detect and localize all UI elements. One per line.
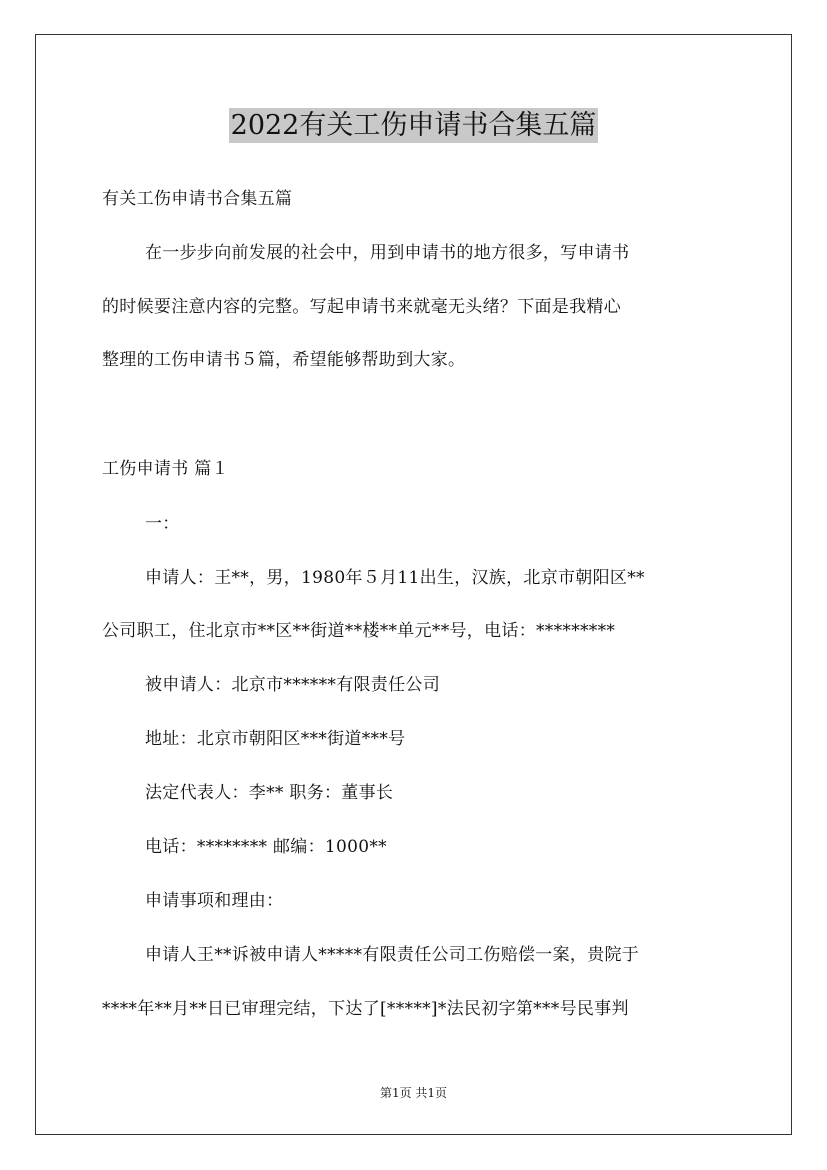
document-title: 2022有关工伤申请书合集五篇: [230, 110, 597, 141]
respondent-line: 被申请人：北京市******有限责任公司: [145, 675, 440, 695]
part-label: 一：: [145, 514, 180, 534]
legal-rep-line: 法定代表人：李** 职务：董事长: [145, 783, 394, 803]
contact-line: 电话：******** 邮编：1000**: [145, 837, 387, 857]
body-line-2: ****年**月**日已审理完结，下达了[*****]*法民初字第***号民事判: [102, 999, 629, 1019]
body-line-1: 申请人王**诉被申请人*****有限责任公司工伤赔偿一案，贵院于: [145, 945, 640, 965]
intro-line-1: 在一步步向前发展的社会中，用到申请书的地方很多，写申请书: [145, 243, 630, 263]
applicant-line-1: 申请人：王**，男，1980年５月11出生，汉族，北京市朝阳区**: [145, 568, 645, 588]
applicant-line-2: 公司职工，住北京市**区**街道**楼**单元**号，电话：*********: [102, 621, 616, 641]
document-title-block: [0, 103, 827, 142]
page-footer: 第1页 共1页: [379, 1086, 448, 1100]
intro-line-2: 的时候要注意内容的完整。写起申请书来就毫无头绪？下面是我精心: [102, 297, 621, 317]
matters-heading: 申请事项和理由：: [145, 891, 284, 911]
address-line: 地址：北京市朝阳区***街道***号: [145, 729, 406, 749]
intro-line-3: 整理的工伤申请书５篇，希望能够帮助到大家。: [102, 350, 466, 370]
document-subtitle: 有关工伤申请书合集五篇: [102, 189, 293, 209]
section-heading: 工伤申请书 篇１: [102, 459, 229, 479]
